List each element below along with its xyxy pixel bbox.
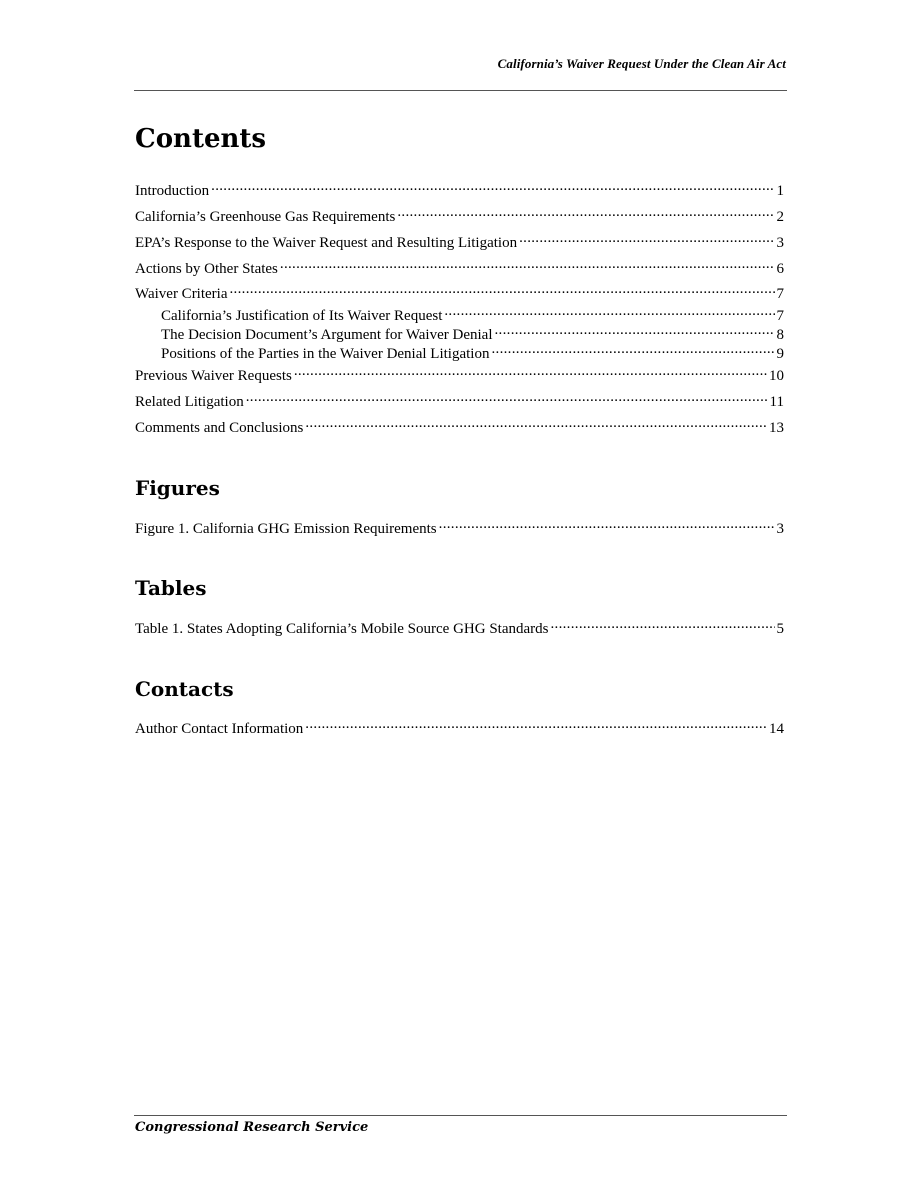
dot-leader — [491, 340, 774, 358]
contents-heading: Contents — [135, 124, 267, 154]
toc-entry-page: 6 — [776, 261, 784, 277]
toc-entry-ghg-requirements[interactable] — [135, 203, 784, 226]
toc-entry-page: 7 — [776, 308, 784, 324]
toc-entry-waiver-criteria[interactable] — [135, 280, 784, 303]
toc-entry-title: Waiver Criteria — [135, 286, 228, 302]
dot-leader — [519, 229, 774, 247]
toc-entry-title: Previous Waiver Requests — [135, 368, 292, 384]
toc-entry-page: 3 — [776, 521, 784, 537]
toc-entry-page: 14 — [769, 721, 784, 737]
toc-entry-author-contact[interactable] — [135, 715, 784, 738]
toc-entry-table-1[interactable] — [135, 615, 784, 638]
dot-leader — [211, 177, 774, 195]
toc-entry-title: Table 1. States Adopting California’s Mobile Source GHG Standards — [135, 621, 549, 637]
toc-entry-title: Introduction — [135, 183, 210, 199]
toc-entry-title: California’s Justification of Its Waiver Request — [161, 308, 443, 324]
toc-entry-figure-1[interactable] — [135, 515, 784, 538]
header-rule — [134, 90, 787, 91]
tables-heading: Tables — [135, 576, 207, 600]
footer-text: Congressional Research Service — [135, 1120, 369, 1135]
toc-entry-title: The Decision Document’s Argument for Waiver Denial — [161, 327, 493, 343]
dot-leader — [397, 203, 774, 221]
toc-entry-title: EPA’s Response to the Waiver Request and Resulting Litigation — [135, 235, 518, 251]
toc-entry-page: 3 — [776, 235, 784, 251]
dot-leader — [246, 388, 768, 406]
dot-leader — [230, 280, 775, 298]
dot-leader — [495, 321, 775, 339]
toc-entry-page: 13 — [769, 420, 784, 436]
toc-entry-introduction[interactable] — [135, 177, 784, 200]
dot-leader — [305, 715, 767, 733]
dot-leader — [439, 515, 775, 533]
toc-entry-page: 11 — [769, 394, 784, 410]
figures-heading: Figures — [135, 476, 220, 500]
toc-entry-title: Related Litigation — [135, 394, 244, 410]
toc-entry-page: 10 — [769, 368, 784, 384]
toc-entry-page: 7 — [776, 286, 784, 302]
toc-entry-title: Positions of the Parties in the Waiver Denial Litigation — [161, 346, 490, 362]
toc-subentry-positions[interactable] — [161, 340, 784, 363]
toc-entry-epa-response[interactable] — [135, 229, 784, 252]
toc-entry-title: California’s Greenhouse Gas Requirements — [135, 209, 396, 225]
footer-rule — [134, 1115, 787, 1116]
dot-leader — [550, 615, 774, 633]
dot-leader — [294, 362, 767, 380]
dot-leader — [444, 302, 774, 320]
toc-entry-page: 9 — [776, 346, 784, 362]
running-header: California’s Waiver Request Under the Clean Air Act — [497, 56, 786, 71]
contacts-heading: Contacts — [135, 677, 234, 701]
toc-entry-title: Comments and Conclusions — [135, 420, 304, 436]
dot-leader — [280, 255, 775, 273]
toc-entry-related-litigation[interactable] — [135, 388, 784, 411]
toc-entry-conclusions[interactable] — [135, 414, 784, 437]
toc-entry-title: Figure 1. California GHG Emission Requirements — [135, 521, 437, 537]
toc-entry-other-states[interactable] — [135, 255, 784, 278]
dot-leader — [305, 414, 767, 432]
toc-entry-page: 2 — [776, 209, 784, 225]
toc-entry-previous-waivers[interactable] — [135, 362, 784, 385]
toc-entry-page: 1 — [776, 183, 784, 199]
toc-entry-title: Author Contact Information — [135, 721, 304, 737]
toc-entry-page: 5 — [776, 621, 784, 637]
toc-entry-title: Actions by Other States — [135, 261, 278, 277]
toc-entry-page: 8 — [776, 327, 784, 343]
